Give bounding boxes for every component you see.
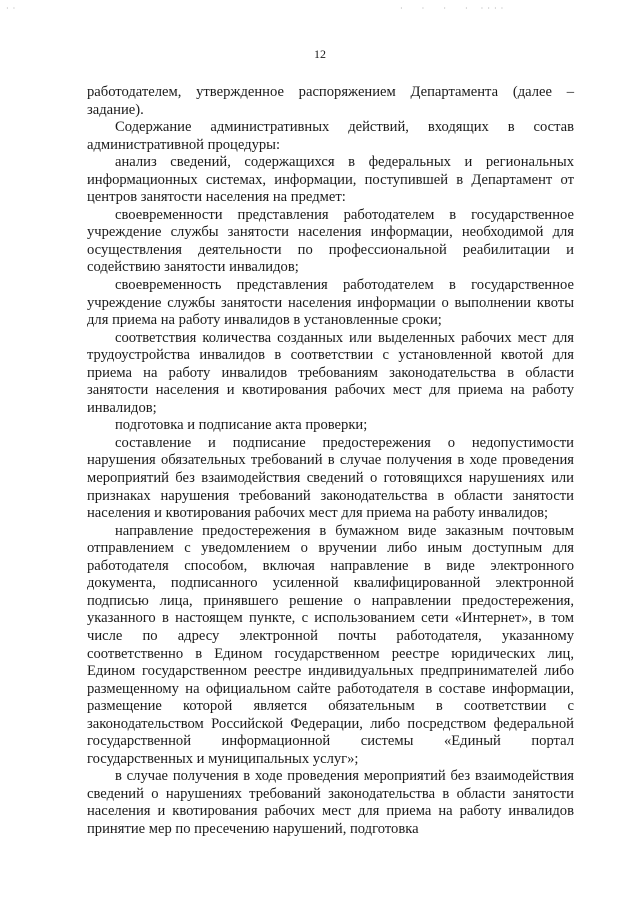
- page-number: 12: [314, 47, 326, 61]
- paragraph-warning-delivery: направление предостережения в бумажном виде заказным почтовым отправлением с уведомлением о вручении либо иным доступным для работодателя способом, включая направление в виде электронного документа, подписанного усиленной квалифицированной электронной подписью лица, принявшего решение о направлении предостережения, указанного в настоящем пункте, с использованием сети «Интернет», в том числе по адресу электронной почты работодателя, указанному соответственно в Едином государственном реестре юридических лиц, Едином государственном реестре индивидуальных предпринимателей либо размещенному на официальном сайте работодателя в составе информации, размещение которой является обязательным в соответствии с законодательством Российской Федерации, либо посредством федеральной государственной информационной системы «Единый портал государственных и муниципальных услуг»;: [87, 522, 574, 767]
- scan-artifact-right: · · · · · · · ·: [400, 4, 505, 13]
- paragraph-procedure-content: Содержание административных действий, входящих в состав административной процедуры:: [87, 119, 574, 153]
- paragraph-timeliness-quota: своевременность представления работодателем в государственное учреждение службы занятости населения информации о выполнении квоты для приема на работу инвалидов в установленные сроки;: [87, 277, 574, 329]
- paragraph-analysis: анализ сведений, содержащихся в федеральных и региональных информационных системах, информации, поступившей в Департамент от центров занятости населения на предмет:: [87, 154, 574, 206]
- document-body: [87, 84, 574, 839]
- paragraph-timeliness-info: своевременности представления работодателем в государственное учреждение службы занятости населения информации, необходимой для осуществления деятельности по профессиональной реабилитации и содействию занятости инвалидов;: [87, 206, 574, 276]
- paragraph-quota-compliance: соответствия количества созданных или выделенных рабочих мест для трудоустройства инвалидов в соответствии с установленной квотой для приема на работу инвалидов требованиям законодательства в области занятости населения и квотирования рабочих мест для приема на работу инвалидов;: [87, 329, 574, 416]
- paragraph-continuation: работодателем, утвержденное распоряжением Департамента (далее – задание).: [87, 84, 574, 118]
- paragraph-warning-drafting: составление и подписание предостережения о недопустимости нарушения обязательных требований в случае получения в ходе проведения мероприятий без взаимодействия сведений о готовящихся нарушениях или признаках нарушения требований законодательства в области занятости населения и квотирования рабочих мест для приема на работу инвалидов;: [87, 434, 574, 522]
- paragraph-violation-measures: в случае получения в ходе проведения мероприятий без взаимодействия сведений о нарушениях требований законодательства в области занятости населения и квотирования рабочих мест для приема на работу инвалидов принятие мер по пресечению нарушений, подготовка: [87, 768, 574, 837]
- scan-artifact-left: · ·: [6, 4, 17, 13]
- paragraph-inspection-act: подготовка и подписание акта проверки;: [115, 417, 368, 434]
